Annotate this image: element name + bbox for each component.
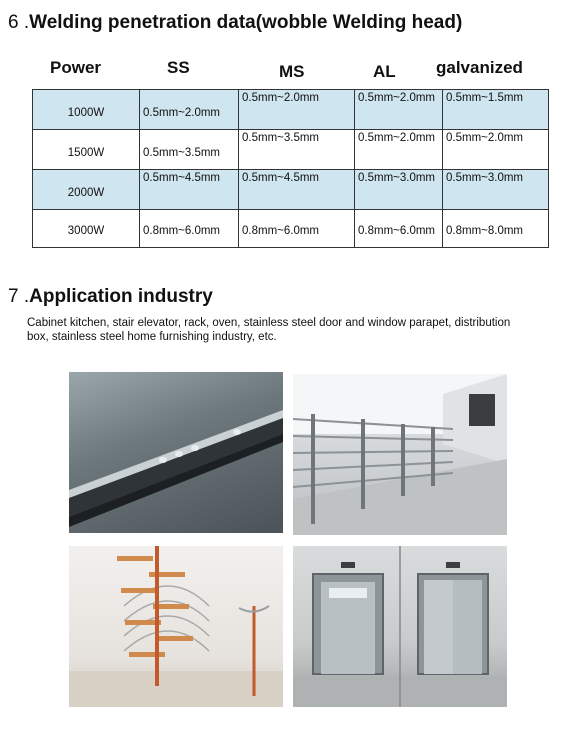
- table-row: [33, 170, 549, 210]
- cell-al: 0.8mm~6.0mm: [355, 210, 443, 248]
- cell-galvanized: 0.5mm~2.0mm: [443, 130, 549, 170]
- welded-steel-rail-photo: [69, 372, 283, 533]
- cell-ms: 0.5mm~3.5mm: [239, 130, 355, 170]
- cell-al: 0.5mm~3.0mm: [355, 170, 443, 210]
- cell-ss: 0.5mm~2.0mm: [140, 90, 239, 130]
- cell-power: 3000W: [33, 210, 140, 248]
- cell-al: 0.5mm~2.0mm: [355, 90, 443, 130]
- cell-power: 2000W: [33, 170, 140, 210]
- cell-ms: 0.5mm~4.5mm: [239, 170, 355, 210]
- cell-galvanized: 0.5mm~3.0mm: [443, 170, 549, 210]
- section-7-heading: Application industry: [29, 286, 213, 307]
- cell-ss: 0.8mm~6.0mm: [140, 210, 239, 248]
- section-7-title: [8, 286, 213, 308]
- application-description: Cabinet kitchen, stair elevator, rack, oven, stainless steel door and window parapet, distribution box, stainless steel home furnishing industry, etc.: [27, 317, 511, 343]
- table-row: [33, 130, 549, 170]
- cell-ss: 0.5mm~3.5mm: [140, 130, 239, 170]
- table-row: [33, 210, 549, 248]
- cell-power: 1500W: [33, 130, 140, 170]
- cell-ms: 0.5mm~2.0mm: [239, 90, 355, 130]
- cell-ss: 0.5mm~4.5mm: [140, 170, 239, 210]
- table-row: [33, 90, 549, 130]
- section-7-number: 7 .: [8, 286, 30, 307]
- cell-al: 0.5mm~2.0mm: [355, 130, 443, 170]
- header-power: Power: [50, 58, 102, 77]
- cell-ms: 0.8mm~6.0mm: [239, 210, 355, 248]
- welding-penetration-table: [32, 89, 549, 248]
- stainless-steel-railing-photo: [293, 374, 507, 535]
- cell-galvanized: 0.5mm~1.5mm: [443, 90, 549, 130]
- section-6-title: [8, 12, 462, 34]
- elevator-doors-photo: [293, 546, 507, 707]
- section-6-heading: Welding penetration data(wobble Welding head): [29, 12, 463, 33]
- header-ss: SS: [167, 58, 190, 77]
- spiral-staircase-photo: [69, 546, 283, 707]
- section-6-number: 6 .: [8, 12, 30, 33]
- header-al: AL: [373, 62, 396, 81]
- cell-galvanized: 0.8mm~8.0mm: [443, 210, 549, 248]
- header-ms: MS: [279, 62, 305, 81]
- header-galvanized: galvanized: [436, 58, 523, 77]
- cell-power: 1000W: [33, 90, 140, 130]
